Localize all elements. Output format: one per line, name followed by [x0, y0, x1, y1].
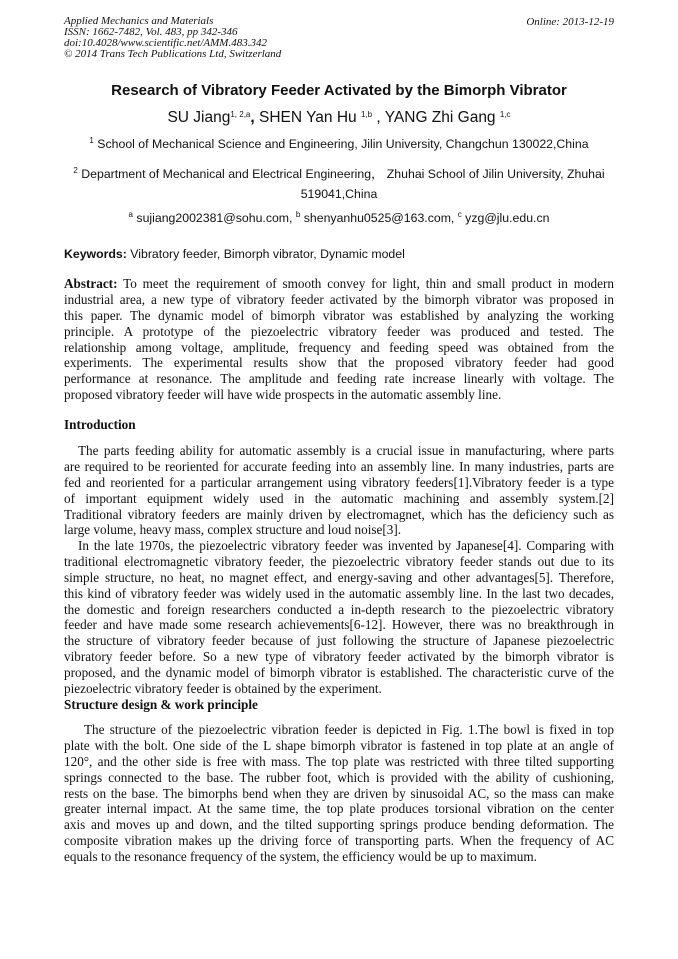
- heading-introduction: Introduction: [64, 417, 136, 432]
- issn: ISSN: 1662-7482, Vol. 483, pp 342-346: [64, 26, 238, 38]
- email-sup: c: [457, 210, 462, 219]
- text-line: fed and reoriented for a particular arrangement using vibratory feeders[1].Vibratory feeder is a type: [64, 474, 614, 490]
- email: yzg@jlu.edu.cn: [461, 211, 550, 225]
- separator: ,: [250, 109, 259, 126]
- text-line: feeder and have made some research achievements[6-12]. However, there was no breakthrough in: [64, 617, 614, 633]
- text-line: axis and moves up and down, and the tilted supporting springs produce bending deformation. The: [64, 817, 614, 833]
- text-line: greater internal impact. At the same time, the top plate produces torsional vibration on the center: [64, 801, 614, 817]
- email: sujiang2002381@sohu.com,: [133, 211, 296, 225]
- text-line: the domestic and foreign researchers conducted a in-depth research to the piezoelectric vibratory: [64, 601, 614, 617]
- heading-structure-design: Structure design & work principle: [64, 696, 258, 712]
- keywords: [64, 247, 614, 261]
- affiliation-2: [40, 164, 638, 204]
- affil-number: 2: [73, 166, 78, 175]
- affil-number: 1: [89, 136, 94, 145]
- doi: doi:10.4028/www.scientific.net/AMM.483.342: [64, 37, 267, 49]
- text-line: composite vibration makes up the driving force of transporting parts. When the frequency of AC: [64, 833, 614, 849]
- copyright: © 2014 Trans Tech Publications Ltd, Switzerland: [64, 48, 282, 60]
- email-sup: b: [295, 210, 301, 219]
- text-line: piezoelectric vibratory feeder is obtained by the experiment.: [64, 681, 382, 697]
- text-line: In the late 1970s, the piezoelectric vibratory feeder was invented by Japanese[4]. Comparing with: [78, 538, 614, 553]
- text-line: The parts feeding ability for automatic assembly is a crucial issue in manufacturing, where parts: [78, 443, 614, 458]
- text-line: industrial area, a new type of vibratory feeder activated by the bimorph vibrator was proposed in: [64, 291, 614, 307]
- text-line: The structure of the piezoelectric vibration feeder is depicted in Fig. 1.The bowl is fixed in top: [84, 722, 614, 737]
- text-line: 120°, and the other side is free with mass. The top plate was restricted with three tilted supporting: [64, 753, 614, 769]
- intro-paragraph-1: [64, 443, 614, 538]
- email-sup: a: [128, 210, 133, 219]
- emails: [40, 211, 638, 225]
- text-line: proposed, and the dynamic model of bimorph vibrator is established. The characteristic curve of the: [64, 665, 614, 681]
- text-line: relationship among voltage, amplitude, frequency and feeding speed was obtained from the: [64, 339, 614, 355]
- email: shenyanhu0525@163.com,: [300, 211, 458, 225]
- text-line: large volume, heavy mass, complex structure and loud noise[3].: [64, 522, 402, 538]
- keywords-label: Keywords:: [64, 247, 127, 261]
- author-name: YANG Zhi Gang: [384, 109, 500, 126]
- author-affil: 1,b: [360, 110, 373, 119]
- text-line: this kind of vibratory feeder was widely used in the automatic assembly line. In the last two decades,: [64, 585, 614, 601]
- abstract-label: Abstract:: [64, 276, 118, 291]
- text-line: Traditional vibratory feeders are mainly driven by electromagnet, which has the deficiency such as: [64, 506, 614, 522]
- journal-header: [64, 16, 281, 60]
- text-line: traditional electromagnetic vibratory feeder, the piezoelectric vibratory feeder stands out due to its: [64, 553, 614, 569]
- author-affil: 1,c: [499, 110, 511, 119]
- keywords-text: Vibratory feeder, Bimorph vibrator, Dynamic model: [126, 247, 405, 261]
- affiliation-1: [40, 137, 638, 151]
- text-line: this paper. The dynamic model of bimorph vibrator was established by analyzing the working: [64, 307, 614, 323]
- paper-title: Research of Vibratory Feeder Activated by the Bimorph Vibrator: [111, 82, 567, 99]
- intro-paragraph-2: [64, 538, 614, 713]
- text-line: performance at resonance. The amplitude and feeding rate increase linearly with voltage. The: [64, 371, 614, 387]
- affil-text: School of Mechanical Science and Engineering, Jilin University, Changchun 130022,China: [93, 137, 589, 151]
- authors: [40, 109, 638, 127]
- text-line: springs connected to the base. The rubber foot, which is provided with the ability of cushioning,: [64, 769, 614, 785]
- separator: ,: [372, 109, 385, 126]
- text-line: the structure of vibratory feeder because of just following the structure of Japanese piezoelectric: [64, 633, 614, 649]
- text-line: experiments. The experimental results show that the proposed vibratory feeder had good: [64, 355, 614, 371]
- affil-text: Department of Mechanical and Electrical Engineering， Zhuhai School of Jilin University, Zhuhai: [77, 167, 605, 181]
- author-name: SU Jiang: [167, 109, 231, 126]
- online-date: Online: 2013-12-19: [526, 16, 614, 28]
- text-line: principle. A prototype of the piezoelectric vibratory feeder was produced and tested. The: [64, 323, 614, 339]
- text-line: vibratory feeder before. So a new type of vibratory feeder activated by the bimorph vibrator is: [64, 649, 614, 665]
- author-name: SHEN Yan Hu: [259, 109, 361, 126]
- structure-paragraph: [64, 722, 614, 865]
- text-line: equals to the resonance frequency of the system, the efficiency would be up to maximum.: [64, 849, 537, 865]
- text-line: proposed vibratory feeder will have wide prospects in the automatic assembly line.: [64, 387, 502, 403]
- text-line: To meet the requirement of smooth convey for light, thin and small product in modern: [117, 276, 614, 291]
- affil-text-cont: 519041,China: [300, 187, 378, 201]
- text-line: rests on the base. The bimorphs bend when they are driven by sinusoidal AC, so the mass can make: [64, 785, 614, 801]
- abstract: [64, 276, 614, 403]
- text-line: are required to be reoriented for accurate feeding into an assembly line. In many industries, parts are: [64, 458, 614, 474]
- journal-name: Applied Mechanics and Materials: [64, 15, 214, 27]
- text-line: plate with the bolt. One side of the L shape bimorph vibrator is fastened in top plate at an angle of: [64, 737, 614, 753]
- text-line: of important equipment widely used in the automatic machining and assembly system.[2]: [64, 490, 614, 506]
- author-affil: 1, 2,a: [230, 110, 251, 119]
- text-line: simple structure, no heat, no magnet effect, and energy-saving and other advantages[5]. Therefore,: [64, 569, 614, 585]
